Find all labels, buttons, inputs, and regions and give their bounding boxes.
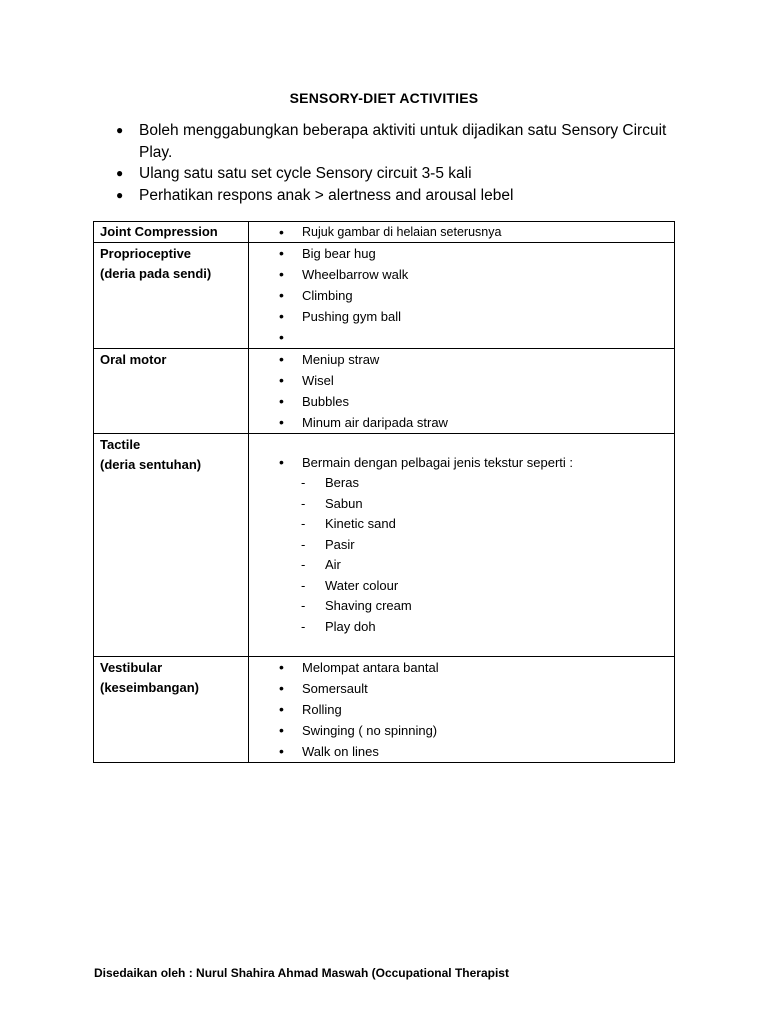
- activities-table: [93, 221, 675, 763]
- activity-list: [249, 243, 674, 348]
- items-cell: [249, 349, 675, 434]
- activity-item: • Meniup straw: [249, 349, 674, 370]
- activity-item: • Bubbles: [249, 391, 674, 412]
- intro-item: ● Boleh menggabungkan beberapa aktiviti untuk dijadikan satu Sensory Circuit Play.: [108, 120, 688, 163]
- category-cell: [94, 349, 249, 434]
- intro-item: ● Ulang satu satu set cycle Sensory circuit 3-5 kali: [108, 163, 688, 185]
- activity-item: • Rujuk gambar di helaian seterusnya: [249, 222, 674, 242]
- table-row: [94, 434, 675, 657]
- category-label: Tactile: [100, 437, 141, 452]
- category-cell: [94, 222, 249, 243]
- category-label: Proprioceptive: [100, 246, 192, 261]
- category-label: Oral motor: [100, 352, 167, 367]
- table-row: [94, 243, 675, 349]
- activity-list: [249, 657, 674, 762]
- activity-item: • Climbing: [249, 285, 674, 306]
- category-sublabel: (deria sentuhan): [100, 457, 202, 472]
- intro-item: ● Perhatikan respons anak > alertness and arousal lebel: [108, 185, 688, 207]
- category-sublabel: (keseimbangan): [100, 680, 199, 695]
- category-sublabel: (deria pada sendi): [100, 266, 212, 281]
- texture-item: - Water colour: [249, 576, 674, 597]
- texture-list: [249, 473, 674, 637]
- activity-item: • Somersault: [249, 678, 674, 699]
- texture-item: - Beras: [249, 473, 674, 494]
- activity-item: • Minum air daripada straw: [249, 412, 674, 433]
- activity-list: [249, 349, 674, 433]
- texture-item: - Sabun: [249, 494, 674, 515]
- items-cell: [249, 434, 675, 657]
- table-row: [94, 657, 675, 763]
- intro-list: [108, 120, 688, 206]
- texture-item: - Shaving cream: [249, 596, 674, 617]
- activity-item: • Big bear hug: [249, 243, 674, 264]
- texture-item: - Play doh: [249, 617, 674, 638]
- activity-list: [249, 452, 674, 473]
- activity-item: • Melompat antara bantal: [249, 657, 674, 678]
- category-cell: [94, 243, 249, 349]
- texture-item: - Kinetic sand: [249, 514, 674, 535]
- category-label: Vestibular: [100, 660, 163, 675]
- activity-list: [249, 222, 674, 242]
- category-cell: [94, 657, 249, 763]
- category-cell: [94, 434, 249, 657]
- activity-item: • Swinging ( no spinning): [249, 720, 674, 741]
- activity-item-empty: [249, 327, 674, 348]
- footer-credit: Disedaikan oleh : Nurul Shahira Ahmad Maswah (Occupational Therapist: [94, 966, 509, 980]
- items-cell: [249, 222, 675, 243]
- activity-item: • Bermain dengan pelbagai jenis tekstur seperti :: [249, 452, 674, 473]
- items-cell: [249, 657, 675, 763]
- activity-item: • Walk on lines: [249, 741, 674, 762]
- activity-item: • Wheelbarrow walk: [249, 264, 674, 285]
- items-cell: [249, 243, 675, 349]
- table-row: [94, 222, 675, 243]
- activity-item: • Rolling: [249, 699, 674, 720]
- table-row: [94, 349, 675, 434]
- document-title: SENSORY-DIET ACTIVITIES: [289, 90, 479, 106]
- activity-item: • Pushing gym ball: [249, 306, 674, 327]
- category-label: Joint Compression: [100, 224, 218, 239]
- texture-item: - Air: [249, 555, 674, 576]
- texture-item: - Pasir: [249, 535, 674, 556]
- activity-item: • Wisel: [249, 370, 674, 391]
